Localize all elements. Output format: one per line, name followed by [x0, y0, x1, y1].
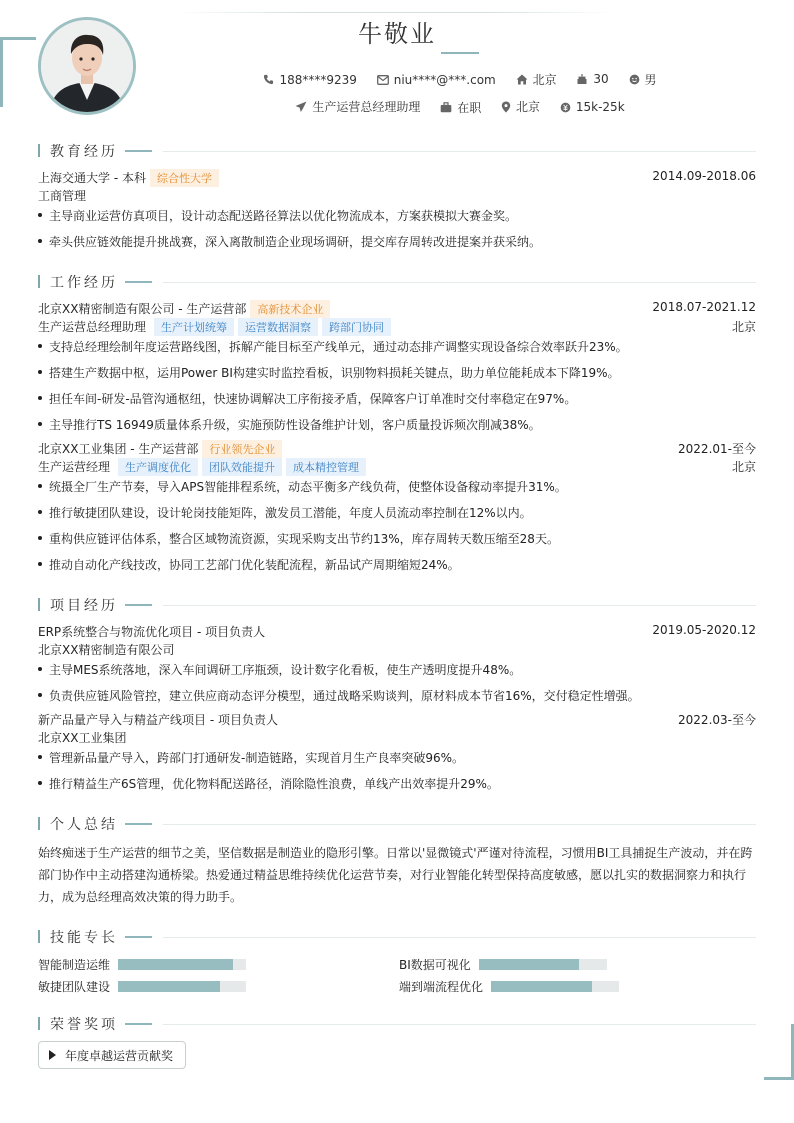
section-header-awards	[38, 1015, 756, 1031]
phone-text: 188****9239	[279, 72, 357, 87]
target-city-item	[501, 98, 540, 115]
education-entry-header	[38, 169, 756, 187]
skill-name: 敏捷团队建设	[38, 980, 111, 994]
job-title: 生产运营经理	[38, 460, 111, 474]
status-text: 在职	[457, 100, 482, 115]
section-title: 技能专长	[50, 930, 118, 946]
work-dates: 2018.07-2021.12	[652, 300, 756, 314]
work-entry-header	[38, 440, 756, 458]
skill-item	[38, 956, 246, 973]
section-header-skills	[38, 928, 756, 944]
section-marker	[38, 1017, 40, 1030]
project-name: ERP系统整合与物流优化项目 - 项目负责人	[38, 625, 266, 639]
section-divider	[163, 151, 756, 152]
contact-row	[0, 71, 794, 88]
skill-bar-fill	[491, 981, 592, 992]
briefcase-icon	[440, 102, 452, 113]
skill-item	[38, 978, 246, 995]
section-divider	[163, 1024, 756, 1025]
section-divider	[163, 282, 756, 283]
project-entry-header	[38, 623, 756, 640]
section-header-work	[38, 273, 756, 289]
list-item: 牵头供应链效能提升挑战赛，深入离散制造企业现场调研，提交库存周转改进提案并获采纳。	[38, 233, 756, 250]
skill-tag: 团队效能提升	[202, 458, 282, 476]
target-position-item	[295, 98, 420, 115]
section-accent	[125, 281, 152, 283]
section-divider	[163, 824, 756, 825]
list-item: 支持总经理绘制年度运营路线图，拆解产能目标至产线单元，通过动态排产调整实现设备综合效率跃升23%。	[38, 338, 756, 355]
project-dates: 2019.05-2020.12	[652, 623, 756, 637]
section-divider	[163, 937, 756, 938]
section-title: 个人总结	[50, 817, 118, 833]
section-header-summary	[38, 815, 756, 831]
skill-bar-fill	[479, 959, 579, 970]
candidate-name: 牛敬业	[358, 20, 436, 48]
skill-tag: 运营数据洞察	[238, 318, 318, 336]
section-marker	[38, 598, 40, 611]
project-entry-header	[38, 711, 756, 728]
list-item: 主导推行TS 16949质量体系升级，实施预防性设备维护计划，客户质量投诉频次削减38%。	[38, 416, 756, 433]
project-org: 北京XX精密制造有限公司	[38, 643, 175, 657]
salary-item	[560, 100, 625, 114]
cake-icon	[576, 73, 588, 85]
company-tag: 行业领先企业	[202, 440, 282, 458]
work-role-row	[38, 318, 756, 336]
skill-tag: 生产计划统筹	[154, 318, 234, 336]
award-badge	[38, 1041, 186, 1069]
project-dates: 2022.03-至今	[678, 713, 756, 727]
job-intent-row	[0, 98, 794, 116]
section-marker	[38, 144, 40, 157]
section-accent	[125, 823, 152, 825]
money-icon	[560, 102, 571, 113]
list-item: 负责供应链风险管控，建立供应商动态评分模型，通过战略采购谈判，原材料成本节省16%，交付稳定性增强。	[38, 687, 756, 704]
play-triangle-icon	[49, 1050, 56, 1060]
list-item: 推行精益生产6S管理，优化物料配送路径，消除隐性浪费，单线产出效率提升29%。	[38, 775, 756, 792]
phone-item	[263, 73, 356, 87]
list-item: 主导商业运营仿真项目，设计动态配送路径算法以优化物流成本，方案获模拟大赛金奖。	[38, 207, 756, 224]
skill-name: 智能制造运维	[38, 958, 111, 972]
name-underline	[441, 52, 479, 54]
target-position-text: 生产运营总经理助理	[312, 100, 421, 114]
skill-name: 端到端流程优化	[399, 980, 484, 994]
project-org: 北京XX工业集团	[38, 731, 127, 745]
skill-bar-fill	[118, 981, 220, 992]
list-item: 管理新品量产导入，跨部门打通研发-制造链路，实现首月生产良率突破96%。	[38, 749, 756, 766]
section-accent	[125, 604, 152, 606]
list-item: 统摄全厂生产节奏，导入APS智能排程系统，动态平衡多产线负荷，使整体设备稼动率提升31%。	[38, 478, 756, 495]
education-dates: 2014.09-2018.06	[652, 169, 756, 183]
skill-tag: 跨部门协同	[322, 318, 391, 336]
list-item: 重构供应链评估体系，整合区域物流资源，实现采购支出节约13%，库存周转天数压缩至28天。	[38, 530, 756, 547]
list-item: 搭建生产数据中枢，运用Power BI构建实时监控看板，识别物料损耗关键点，助力单位能耗成本下降19%。	[38, 364, 756, 381]
skill-item	[399, 956, 607, 973]
email-item	[377, 73, 496, 87]
list-item: 担任车间-研发-品管沟通枢纽，快速协调解决工序衔接矛盾，保障客户订单准时交付率稳定在97%。	[38, 390, 756, 407]
skill-tag: 生产调度优化	[118, 458, 198, 476]
section-title: 工作经历	[50, 275, 118, 291]
status-item	[440, 99, 481, 116]
gender-item	[629, 71, 657, 88]
home-icon	[516, 74, 528, 85]
section-marker	[38, 275, 40, 288]
corner-decoration-bottom-right	[764, 1024, 794, 1080]
section-header-projects	[38, 596, 756, 612]
send-icon	[295, 101, 307, 113]
skill-tag: 成本精控管理	[286, 458, 366, 476]
education-major: 工商管理	[38, 189, 87, 203]
company-name: 北京XX精密制造有限公司 - 生产运营部	[38, 302, 247, 316]
section-accent	[125, 1023, 152, 1025]
work-location: 北京	[731, 320, 756, 334]
gender-icon	[629, 74, 640, 85]
list-item: 主导MES系统落地，深入车间调研工序瓶颈，设计数字化看板，使生产透明度提升48%。	[38, 661, 756, 678]
skill-name: BI数据可视化	[399, 958, 471, 972]
section-title: 教育经历	[50, 144, 118, 160]
award-name: 年度卓越运营贡献奖	[65, 1048, 174, 1063]
age-text: 30	[593, 72, 609, 86]
summary-text: 始终痴迷于生产运营的细节之美，坚信数据是制造业的隐形引擎。日常以'显微镜式'严谨对待流程，习惯用BI工具捕捉生产波动，并在跨部门协作中主动搭建沟通桥梁。热爱通过精益思维持续优化运营节奏，对行业智能化转型保持高度敏感，愿以扎实的数据洞察力和执行力，成为总经理高效决策的得力助手。	[38, 846, 753, 904]
header-decor-line	[175, 12, 615, 13]
city-item	[516, 71, 557, 88]
section-divider	[163, 605, 756, 606]
section-title: 荣誉奖项	[50, 1017, 118, 1033]
work-location: 北京	[731, 460, 756, 474]
city-text: 北京	[532, 73, 557, 87]
section-accent	[125, 150, 152, 152]
company-name: 北京XX工业集团 - 生产运营部	[38, 442, 199, 456]
list-item: 推动自动化产线技改，协同工艺部门优化装配流程，新品试产周期缩短24%。	[38, 556, 756, 573]
section-header-education	[38, 142, 756, 158]
work-entry-header	[38, 300, 756, 318]
section-marker	[38, 930, 40, 943]
skill-bar	[118, 981, 246, 992]
work-dates: 2022.01-至今	[678, 442, 756, 456]
target-city-text: 北京	[516, 100, 541, 114]
work-role-row	[38, 458, 756, 476]
location-icon	[501, 101, 511, 113]
school-tag: 综合性大学	[150, 169, 219, 187]
section-marker	[38, 817, 40, 830]
project-name: 新产品量产导入与精益产线项目 - 项目负责人	[38, 713, 278, 727]
section-accent	[125, 936, 152, 938]
skill-item	[399, 978, 619, 995]
salary-text: 15k-25k	[575, 100, 625, 114]
school-name: 上海交通大学 - 本科	[38, 171, 146, 185]
phone-icon	[263, 74, 274, 85]
skill-bar	[479, 959, 607, 970]
section-title: 项目经历	[50, 598, 118, 614]
mail-icon	[377, 75, 389, 85]
email-text: niu****@***.com	[393, 73, 496, 87]
company-tag: 高新技术企业	[250, 300, 330, 318]
gender-text: 男	[644, 73, 657, 87]
skill-bar	[118, 959, 246, 970]
age-item	[576, 72, 608, 86]
job-title: 生产运营总经理助理	[38, 320, 147, 334]
skill-bar	[491, 981, 619, 992]
skill-bar-fill	[118, 959, 233, 970]
list-item: 推行敏捷团队建设，设计轮岗技能矩阵，激发员工潜能，年度人员流动率控制在12%以内。	[38, 504, 756, 521]
